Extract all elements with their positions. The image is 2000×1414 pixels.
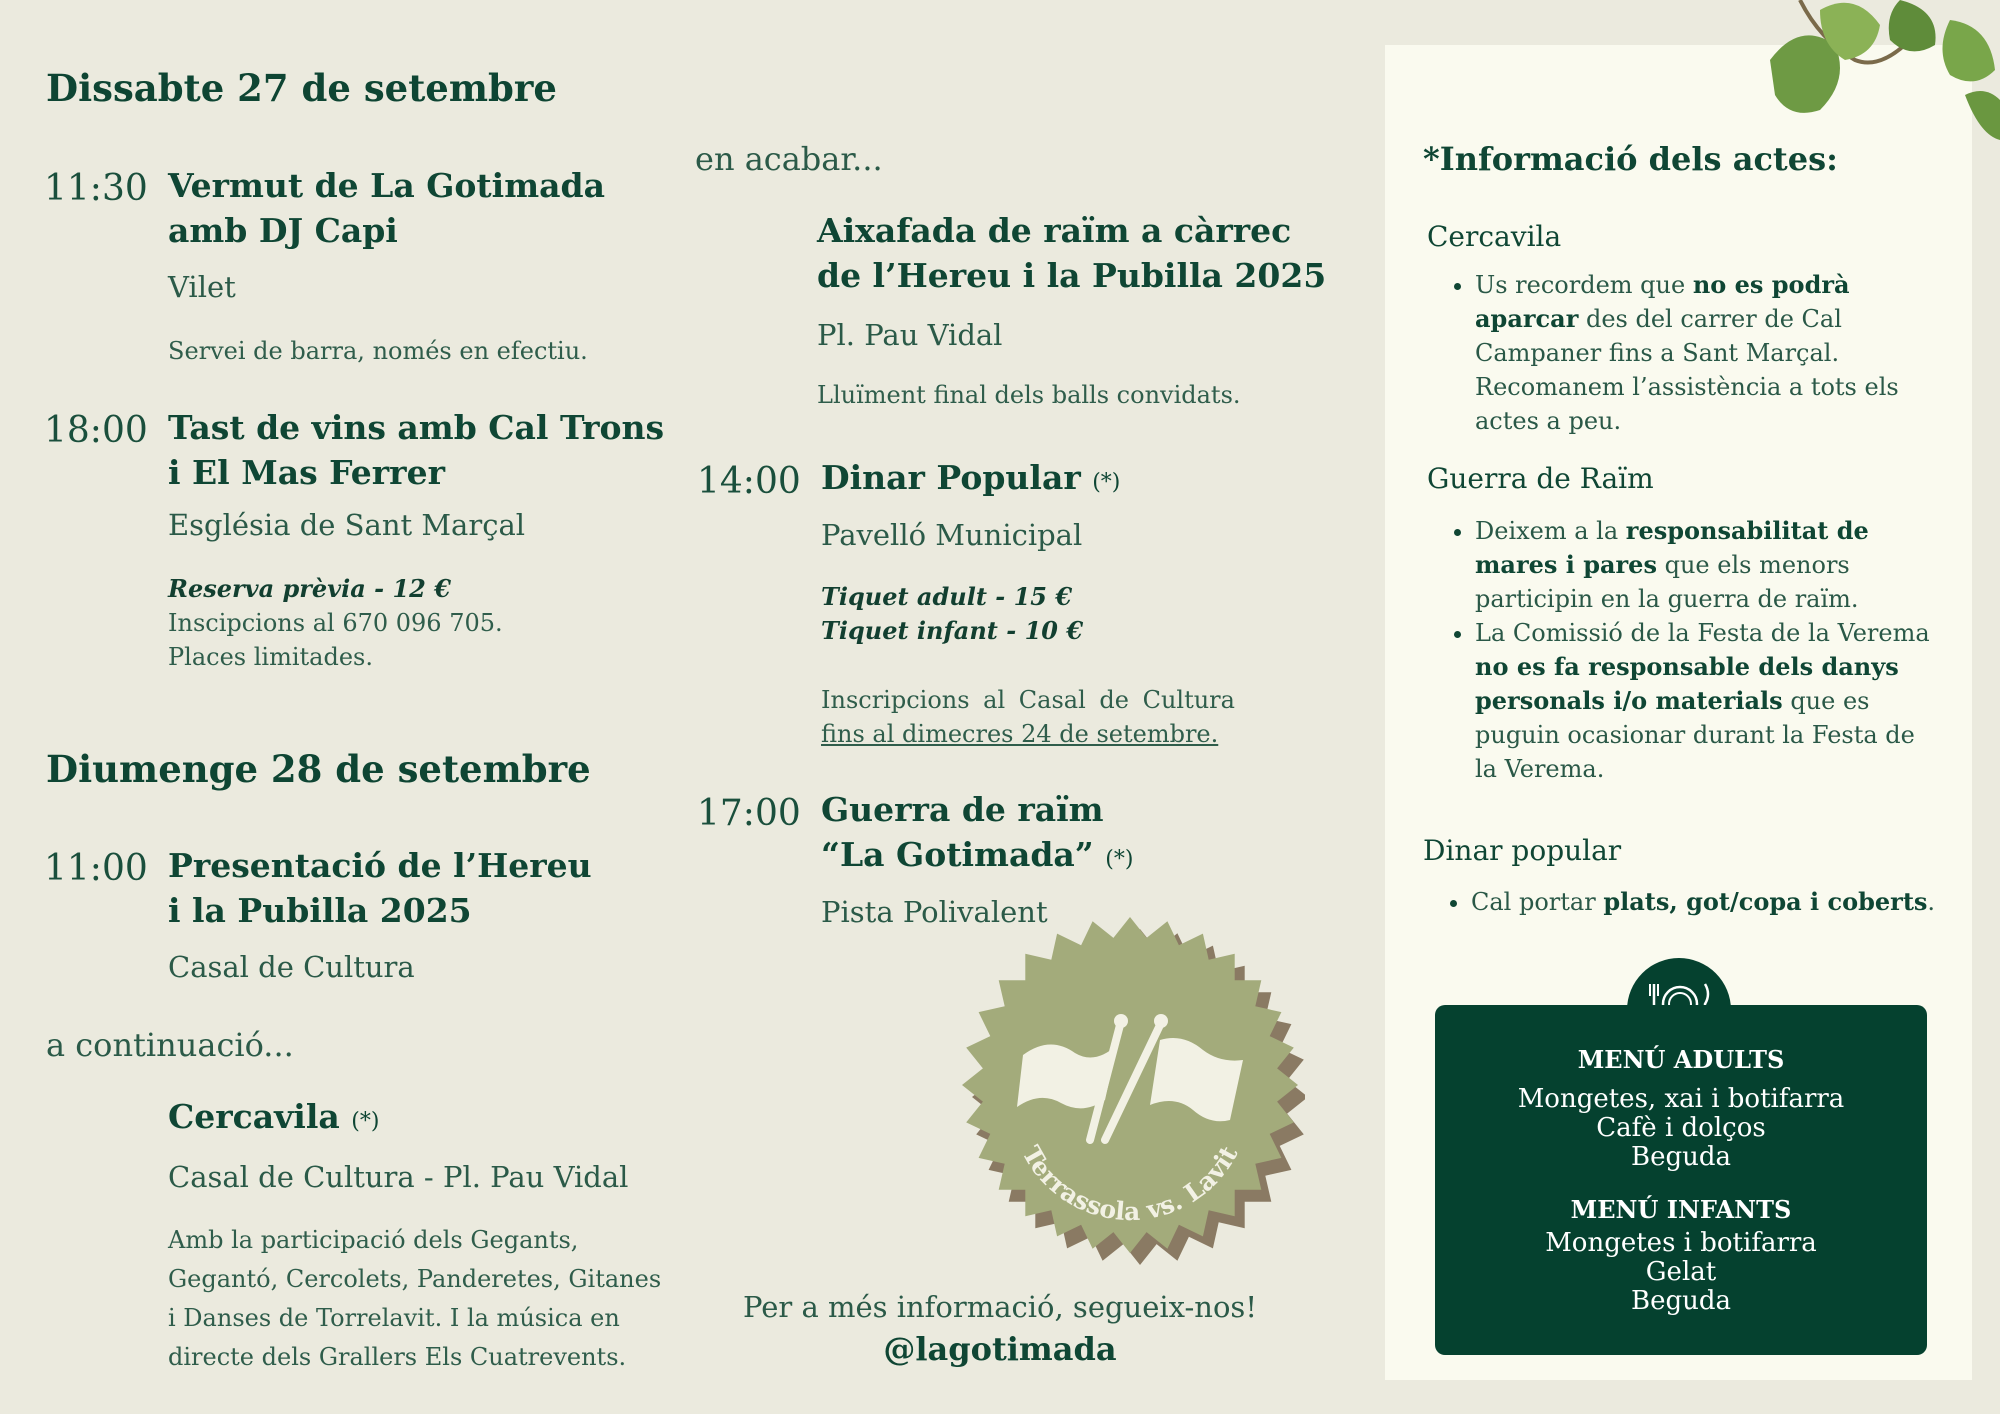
list-item: • Deixem a la responsabilitat de mares i pares que els menors participin en la guerra de raïm. <box>1475 514 1937 616</box>
event-details: Reserva prèvia - 12 € Inscipcions al 670 096 705. Places limitades. <box>168 574 503 671</box>
info-cercavila-title: Cercavila <box>1427 220 1562 253</box>
event-title: Aixafada de raïm a càrrec de l’Hereu i la Pubilla 2025 <box>817 211 1327 295</box>
event-title: Vermut de La Gotimada amb DJ Capi <box>168 166 605 250</box>
menu-kids-items: Mongetes i botifarra Gelat Beguda <box>1545 1228 1817 1316</box>
event-place: Vilet <box>168 270 236 304</box>
then-label: a continuació... <box>46 1026 294 1064</box>
event-place: Pl. Pau Vidal <box>817 318 1003 352</box>
list-item: • La Comissió de la Festa de la Verema no es fa responsable dels danys personals i/o materials que es puguin ocasionar durant la Festa de la Verema. <box>1475 616 1937 786</box>
event-title: Presentació de l’Hereu i la Pubilla 2025 <box>168 846 592 930</box>
event-title: Dinar Popular (*) <box>821 458 1121 497</box>
event-place: Pavelló Municipal <box>821 518 1083 552</box>
info-dinar-list <box>1423 885 1943 919</box>
event-place: Casal de Cultura <box>168 950 415 984</box>
info-guerra-title: Guerra de Raïm <box>1427 462 1654 495</box>
event-title: Guerra de raïm “La Gotimada” (*) <box>821 790 1134 874</box>
info-dinar-title: Dinar popular <box>1423 834 1622 867</box>
event-time: 17:00 <box>697 793 801 834</box>
menu-kids-title: MENÚ INFANTS <box>1570 1195 1792 1224</box>
after-label: en acabar... <box>695 140 883 178</box>
event-place: Església de Sant Marçal <box>168 508 526 542</box>
saturday-heading: Dissabte 27 de setembre <box>46 66 557 110</box>
event-place: Casal de Cultura - Pl. Pau Vidal <box>168 1160 629 1194</box>
terrassola-vs-lavit-badge <box>955 915 1305 1265</box>
menu-box <box>1435 1005 1927 1355</box>
event-time: 14:00 <box>697 461 801 502</box>
event-time: 11:30 <box>44 168 148 209</box>
event-time: 18:00 <box>44 410 148 451</box>
badge-text: Terrassola vs. Lavit <box>1016 1140 1244 1227</box>
sunday-heading: Diumenge 28 de setembre <box>46 747 591 791</box>
event-place: Pista Polivalent <box>821 895 1048 929</box>
info-heading: *Informació dels actes: <box>1423 140 1838 178</box>
menu-adults-title: MENÚ ADULTS <box>1577 1045 1785 1074</box>
list-item: • Cal portar plats, got/copa i coberts. <box>1471 885 1943 919</box>
event-title: Cercavila (*) <box>168 1097 380 1136</box>
event-title: Tast de vins amb Cal Trons i El Mas Ferrer <box>168 408 665 492</box>
event-note: Inscripcions al Casal de Cultura fins al dimecres 24 de setembre. <box>821 686 1235 748</box>
event-time: 11:00 <box>44 848 148 889</box>
info-cercavila-list <box>1427 268 1937 438</box>
event-note: Servei de barra, només en efectiu. <box>168 337 588 365</box>
menu-adults-items: Mongetes, xai i botifarra Cafè i dolços Beguda <box>1517 1084 1845 1172</box>
social-handle[interactable]: @lagotimada <box>883 1330 1117 1368</box>
grape-leaves-icon <box>1760 0 2000 145</box>
list-item: • Us recordem que no es podrà aparcar des del carrer de Cal Campaner fins a Sant Marçal. Recomanem l’assistència a tots els actes a peu. <box>1475 268 1937 438</box>
event-description: Amb la participació dels Gegants, Gegantó, Cercolets, Panderetes, Gitanes i Danses de Torrelavit. I la música en directe dels Grallers Els Cuatrevents. <box>168 1226 662 1371</box>
event-prices: Tiquet adult - 15 € Tiquet infant - 10 € <box>821 582 1084 645</box>
event-note: Lluïment final dels balls convidats. <box>817 381 1241 409</box>
footer-follow-text: Per a més informació, segueix-nos! <box>743 1290 1257 1324</box>
info-guerra-list <box>1427 514 1937 786</box>
